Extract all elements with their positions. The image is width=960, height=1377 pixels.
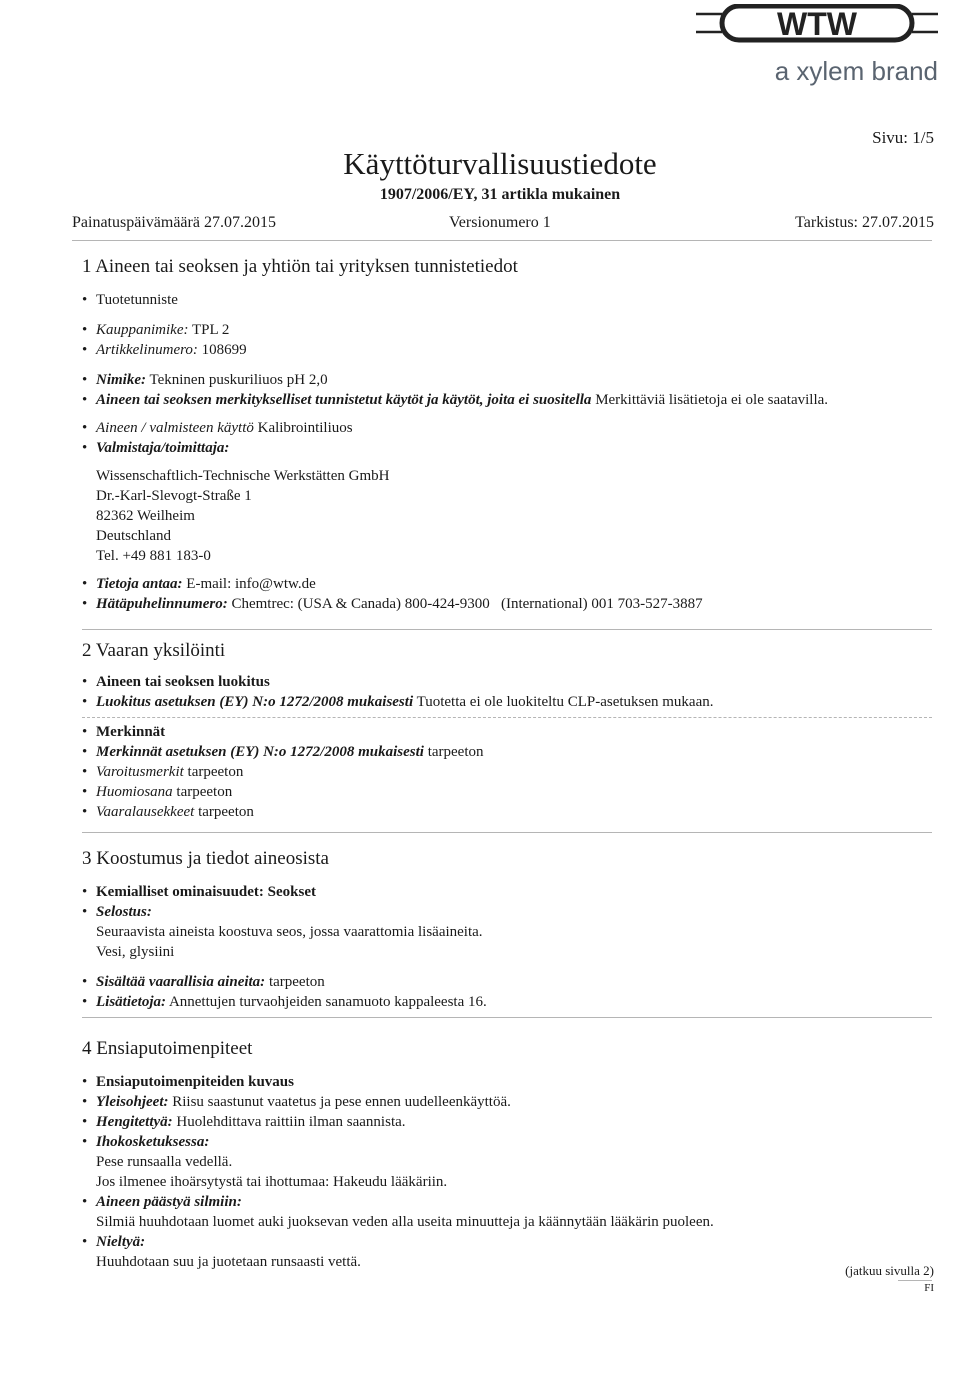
print-date: Painatuspäivämäärä 27.07.2015: [72, 214, 276, 231]
manufacturer-line: Deutschland: [96, 528, 171, 544]
section-4-heading: 4 Ensiaputoimenpiteet: [82, 1038, 253, 1059]
document-body: [82, 254, 942, 1272]
section-3-heading: 3 Koostumus ja tiedot aineosista: [82, 848, 329, 869]
language-code: FI: [924, 1282, 934, 1294]
manufacturer-line: Dr.-Karl-Slevogt-Straße 1: [96, 488, 252, 504]
manufacturer-line: 82362 Weilheim: [96, 508, 195, 524]
pictograms: • Varoitusmerkit tarpeeton: [82, 762, 942, 782]
product-use: • Aineen / valmisteen käyttö Kalibrointiliuos: [82, 418, 942, 438]
skin-contact-line: Jos ilmenee ihoärsytystä tai ihottumaa: Hakeudu lääkäriin.: [96, 1174, 448, 1190]
signal-word: • Huomiosana tarpeeton: [82, 782, 942, 802]
eye-contact-label: • Aineen päästyä silmiin:: [82, 1192, 942, 1212]
trade-name: • Kauppanimike: TPL 2: [82, 320, 942, 340]
skin-contact-label: • Ihokosketuksessa:: [82, 1132, 942, 1152]
document-title: Käyttöturvallisuustiedote: [343, 146, 657, 181]
label-elements-heading: • Merkinnät: [82, 722, 942, 742]
product-name: • Nimike: Tekninen puskuriliuos pH 2,0: [82, 370, 942, 390]
wtw-logo: [696, 4, 938, 86]
eye-contact-line: Silmiä huuhdotaan luomet auki juoksevan veden alla useita minuutteja ja käännytään lääkärin puoleen.: [96, 1214, 714, 1230]
description-label: • Selostus:: [82, 902, 942, 922]
labels-regulation: • Merkinnät asetuksen (EY) N:o 1272/2008 mukaisesti tarpeeton: [82, 742, 942, 762]
emergency-number: • Hätäpuhelinnumero: Chemtrec: (USA & Canada) 800-424-9300 (International) 001 703-527-3887: [82, 594, 942, 614]
relevant-uses: • Aineen tai seoksen merkitykselliset tunnistetut käytöt ja käytöt, joita ei suositella Merkittäviä lisätietoja ei ole saatavilla.: [82, 390, 942, 410]
hazardous-components: • Sisältää vaarallisia aineita: tarpeeton: [82, 972, 942, 992]
product-identifier: • Tuotetunniste: [82, 290, 942, 310]
first-aid-description: • Ensiaputoimenpiteiden kuvaus: [82, 1072, 942, 1092]
description-line: Vesi, glysiini: [96, 944, 175, 960]
clp-classification: • Luokitus asetuksen (EY) N:o 1272/2008 mukaisesti Tuotetta ei ole luokiteltu CLP-asetuksen mukaan.: [82, 692, 942, 712]
manufacturer-label: • Valmistaja/toimittaja:: [82, 438, 942, 458]
additional-information: • Lisätietoja: Annettujen turvaohjeiden sanamuoto kappaleesta 16.: [82, 992, 942, 1012]
ingestion-line: Huuhdotaan suu ja juotetaan runsaasti vettä.: [96, 1254, 361, 1270]
section-2-heading: 2 Vaaran yksilöinti: [82, 640, 226, 661]
wtw-logo-icon: [696, 4, 938, 86]
chemical-characterization: • Kemialliset ominaisuudet: Seokset: [82, 882, 942, 902]
document-subtitle: 1907/2006/EY, 31 artikla mukainen: [379, 186, 621, 203]
description-line: Seuraavista aineista koostuva seos, jossa vaarattomia lisäaineita.: [96, 924, 483, 940]
version-number: Versionumero 1: [449, 214, 551, 231]
header-divider: [72, 240, 932, 241]
article-number: • Artikkelinumero: 108699: [82, 340, 942, 360]
after-inhalation: • Hengitettyä: Huolehdittava raittiin ilman saannista.: [82, 1112, 942, 1132]
classification-heading: • Aineen tai seoksen luokitus: [82, 672, 942, 692]
manufacturer-line: Tel. +49 881 183-0: [96, 548, 211, 564]
information-contact: • Tietoja antaa: E-mail: info@wtw.de: [82, 574, 942, 594]
continued-note: (jatkuu sivulla 2): [845, 1263, 934, 1278]
logo-text: WTW: [777, 6, 857, 42]
general-information: • Yleisohjeet: Riisu saastunut vaatetus ja pese ennen uudelleenkäyttöä.: [82, 1092, 942, 1112]
ingestion-label: • Nieltyä:: [82, 1232, 942, 1252]
skin-contact-line: Pese runsaalla vedellä.: [96, 1154, 233, 1170]
section-1-heading: 1 Aineen tai seoksen ja yhtiön tai yrityksen tunnistetiedot: [82, 256, 518, 277]
revision-date: Tarkistus: 27.07.2015: [795, 214, 934, 231]
manufacturer-line: Wissenschaftlich-Technische Werkstätten GmbH: [96, 468, 390, 484]
page-number: Sivu: 1/5: [872, 128, 934, 147]
hazard-statements: • Vaaralausekkeet tarpeeton: [82, 802, 942, 822]
brand-text: a xylem brand: [774, 56, 938, 86]
footer-divider: [898, 1280, 932, 1281]
